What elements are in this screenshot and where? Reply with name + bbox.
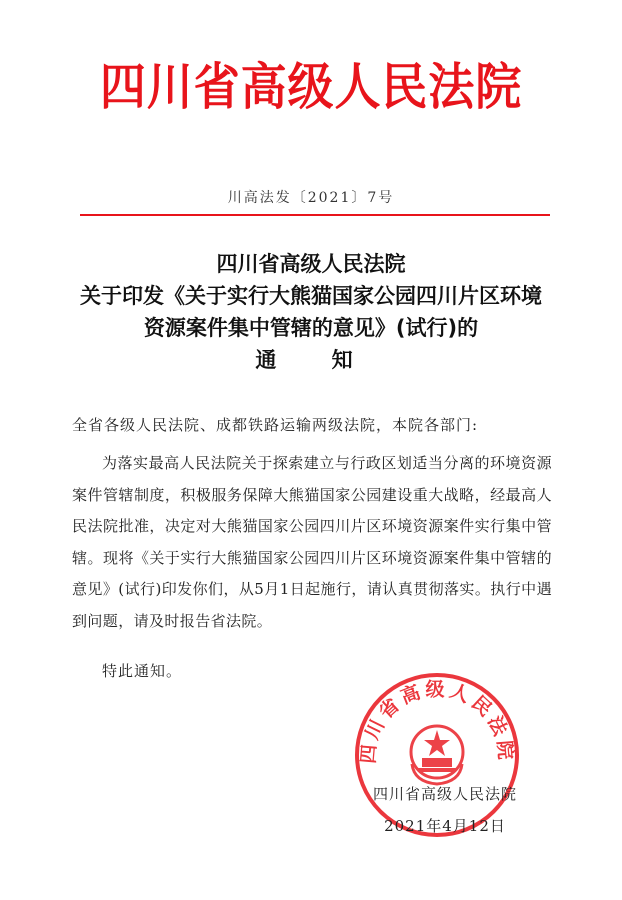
body-paragraph: 为落实最高人民法院关于探索建立与行政区划适当分离的环境资源案件管辖制度，积极服务保障大熊猫国家公园建设重大战略，经最高人民法院批准，决定对大熊猫国家公园四川片区环境资源案件实行集中管辖。现将《关于实行大熊猫国家公园四川片区环境资源案件集中管辖的意见》(试行)印发你们，从5月1日起施行，请认真贯彻落实。执行中遇到问题，请及时报告省法院。 — [72, 454, 552, 630]
seal-text: 四川省高级人民法院 — [357, 678, 517, 765]
national-emblem-icon — [411, 726, 463, 784]
document-number: 川高法发〔2021〕7号 — [227, 190, 395, 206]
document-title — [0, 248, 622, 376]
red-divider — [80, 214, 550, 216]
title-line-4: 通 知 — [255, 348, 377, 372]
signature-date: 2021年4月12日 — [384, 817, 506, 835]
closing-line: 特此通知。 — [102, 662, 183, 680]
title-line-2: 关于印发《关于实行大熊猫国家公园四川片区环境 — [80, 284, 542, 308]
title-line-3: 资源案件集中管辖的意见》(试行)的 — [143, 316, 479, 340]
masthead-court-name: 四川省高级人民法院 — [99, 58, 523, 116]
svg-text:四川省高级人民法院 — [357, 678, 517, 765]
salutation: 全省各级人民法院、成都铁路运输两级法院，本院各部门: — [72, 416, 479, 434]
title-line-1: 四川省高级人民法院 — [216, 252, 406, 276]
signer-name: 四川省高级人民法院 — [372, 785, 517, 803]
